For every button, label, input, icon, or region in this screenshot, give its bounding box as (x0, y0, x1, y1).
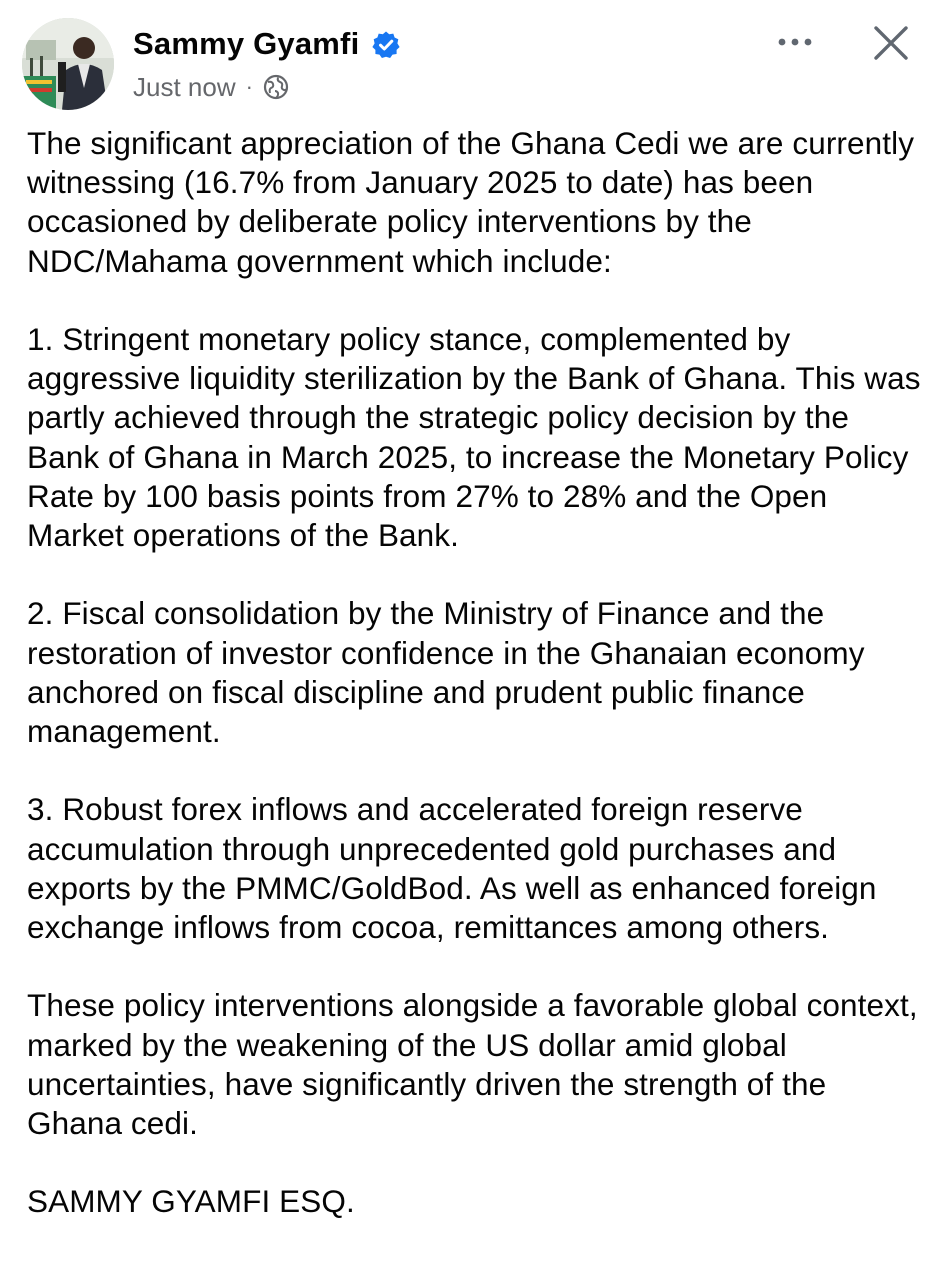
globe-icon[interactable] (263, 74, 289, 100)
post-paragraph-intro: The significant appreciation of the Ghana Cedi we are currently witnessing (16.7% from January 2025 to date) has been occasioned by deliberate policy interventions by the NDC/Mahama government which include: (27, 125, 915, 279)
post-text (27, 124, 922, 1222)
post-header (0, 0, 938, 120)
close-button[interactable] (868, 20, 914, 66)
post-meta (133, 70, 289, 104)
more-horizontal-icon (776, 36, 814, 48)
avatar-photo (22, 18, 114, 110)
author-avatar[interactable] (22, 18, 114, 110)
post-paragraph-conclusion: These policy interventions alongside a favorable global context, marked by the weakening of the US dollar amid global uncertainties, have significantly driven the strength of the Ghana cedi. (27, 987, 918, 1142)
post-paragraph-point-2: 2. Fiscal consolidation by the Ministry of Finance and the restoration of investor confidence in the Ghanaian economy anchored on fiscal discipline and prudent public finance management. (27, 595, 865, 750)
post-paragraph-point-3: 3. Robust forex inflows and accelerated foreign reserve accumulation through unprecedented gold purchases and exports by the PMMC/GoldBod. As well as enhanced foreign exchange inflows from cocoa, remittances among others. (27, 791, 877, 946)
more-options-button[interactable] (772, 22, 818, 62)
post-signature: SAMMY GYAMFI ESQ. (27, 1183, 355, 1220)
author-name[interactable]: Sammy Gyamfi (133, 26, 360, 61)
post-paragraph-point-1: 1. Stringent monetary policy stance, complemented by aggressive liquidity sterilization by the Bank of Ghana. This was partly achieved through the strategic policy decision by the Bank of Ghana in March 2025, to increase the Monetary Policy Rate by 100 basis points from 27% to 28% and the Open Market operations of the Bank. (27, 321, 921, 554)
post-timestamp[interactable]: Just now (133, 71, 236, 102)
close-icon (873, 25, 909, 61)
meta-separator: · (245, 74, 253, 99)
verified-badge-icon (371, 30, 401, 60)
